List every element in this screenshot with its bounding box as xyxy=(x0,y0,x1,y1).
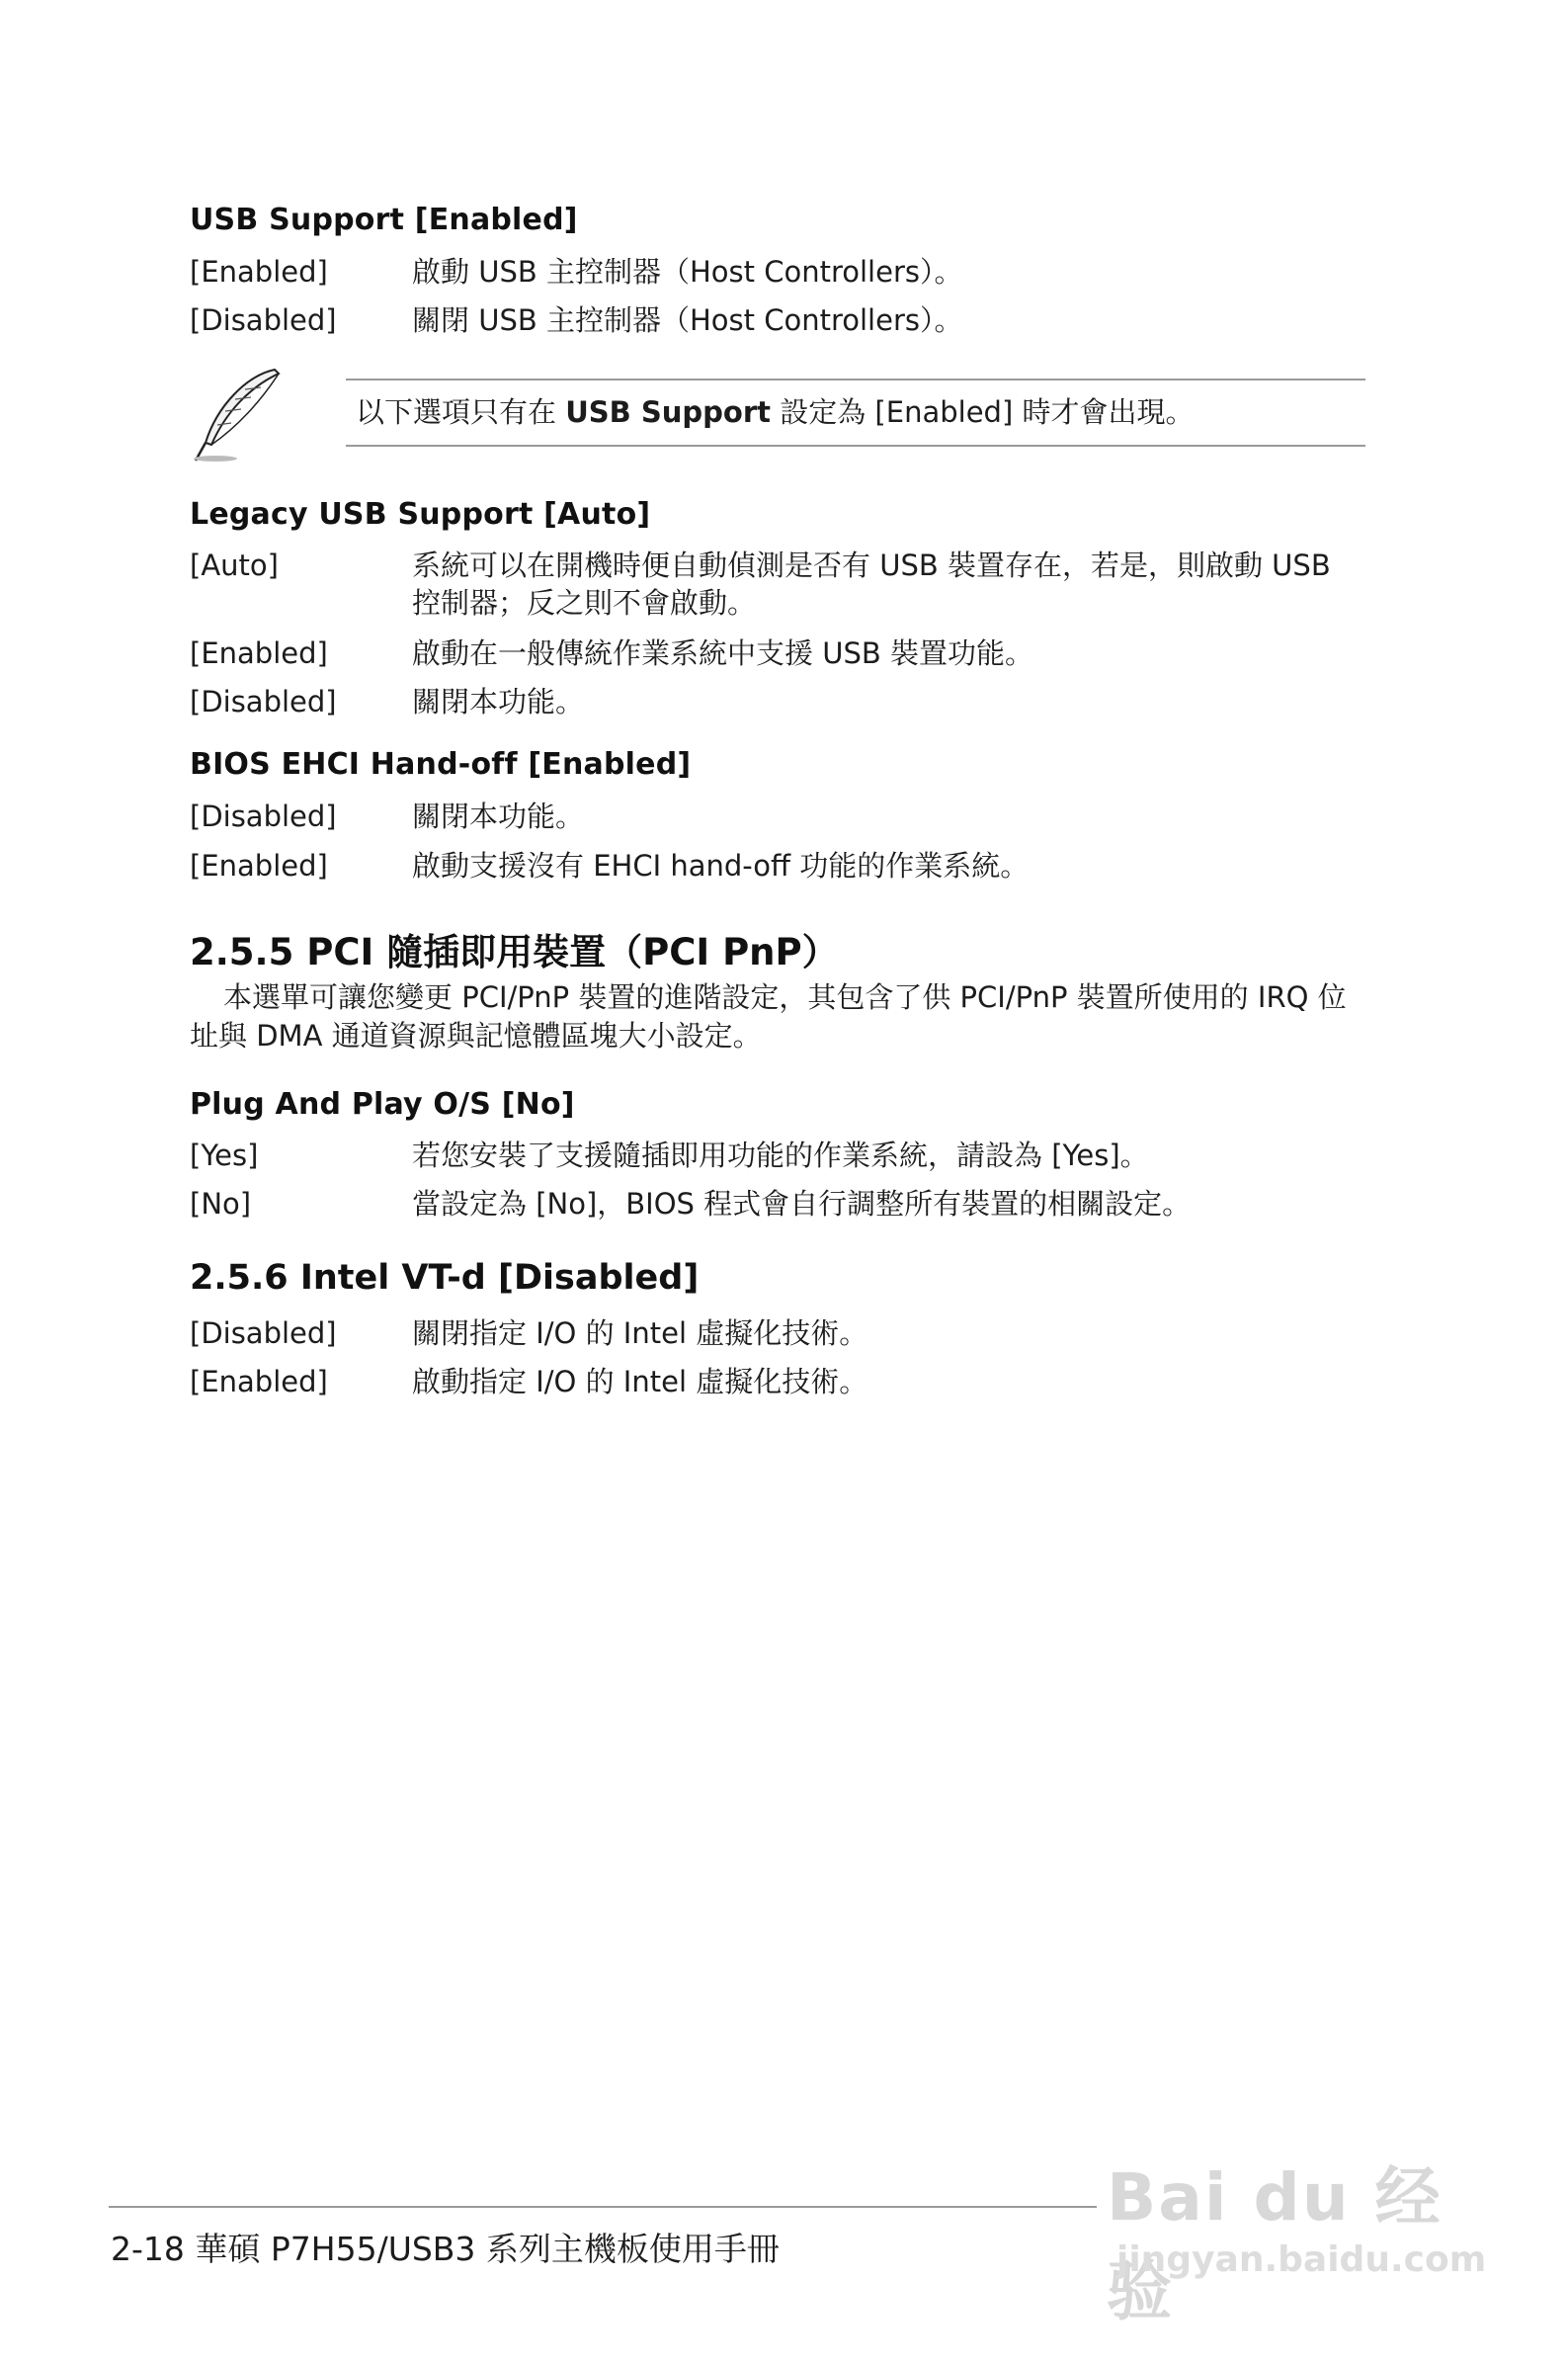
option-description: 啟動支援沒有 EHCI hand-off 功能的作業系統。 xyxy=(412,849,1030,883)
option-value: [Enabled] xyxy=(190,636,328,670)
note-top-rule xyxy=(346,379,1365,380)
option-value: [Disabled] xyxy=(190,685,337,718)
legacy-usb-heading: Legacy USB Support [Auto] xyxy=(190,497,651,532)
option-value: [Enabled] xyxy=(190,1365,328,1398)
note-bottom-rule xyxy=(346,445,1365,447)
watermark-url: jingyan.baidu.com xyxy=(1116,2239,1487,2280)
option-description: 關閉本功能。 xyxy=(412,800,585,833)
vtd-heading: 2.5.6 Intel VT-d [Disabled] xyxy=(190,1258,700,1298)
page-footer: 2-18 華碩 P7H55/USB3 系列主機板使用手冊 xyxy=(111,2230,780,2268)
footer-rule xyxy=(109,2206,1097,2208)
option-description: 若您安裝了支援隨插即用功能的作業系統，請設為 [Yes]。 xyxy=(412,1139,1149,1172)
ehci-heading: BIOS EHCI Hand-off [Enabled] xyxy=(190,747,692,782)
usb-support-heading: USB Support [Enabled] xyxy=(190,203,578,237)
watermark-logo: Bai du 经验 xyxy=(1107,2159,1443,2329)
option-description: 關閉本功能。 xyxy=(412,685,585,718)
plug-play-heading: Plug And Play O/S [No] xyxy=(190,1087,575,1122)
pci-pnp-heading: 2.5.5 PCI 隨插即用裝置（PCI PnP） xyxy=(190,931,839,973)
option-description: 啟動 USB 主控制器（Host Controllers）。 xyxy=(412,255,963,289)
option-description: 關閉指定 I/O 的 Intel 虛擬化技術。 xyxy=(412,1316,868,1350)
option-description: 系統可以在開機時便自動偵測是否有 USB 裝置存在，若是，則啟動 USB 控制器；反之則不會啟動。 xyxy=(412,549,1331,620)
option-value: [Disabled] xyxy=(190,800,337,833)
option-value: [Enabled] xyxy=(190,255,328,289)
option-value: [Disabled] xyxy=(190,303,337,337)
feather-pen-icon xyxy=(188,366,291,464)
note-text: 以下選項只有在 USB Support 設定為 [Enabled] 時才會出現。 xyxy=(356,395,1195,429)
option-value: [Yes] xyxy=(190,1139,259,1172)
option-description: 啟動指定 I/O 的 Intel 虛擬化技術。 xyxy=(412,1365,868,1398)
option-value: [Disabled] xyxy=(190,1316,337,1350)
pci-pnp-paragraph: 本選單可讓您變更 PCI/PnP 裝置的進階設定，其包含了供 PCI/PnP 裝置所使用的 IRQ 位址與 DMA 通道資源與記憶體區塊大小設定。 xyxy=(190,980,1347,1053)
option-description: 關閉 USB 主控制器（Host Controllers）。 xyxy=(412,303,963,337)
option-value: [No] xyxy=(190,1187,252,1221)
option-value: [Enabled] xyxy=(190,849,328,883)
option-description: 啟動在一般傳統作業系統中支援 USB 裝置功能。 xyxy=(412,636,1033,670)
watermark xyxy=(1107,2135,1502,2329)
option-value: [Auto] xyxy=(190,549,279,582)
option-description: 當設定為 [No]，BIOS 程式會自行調整所有裝置的相關設定。 xyxy=(412,1187,1192,1221)
